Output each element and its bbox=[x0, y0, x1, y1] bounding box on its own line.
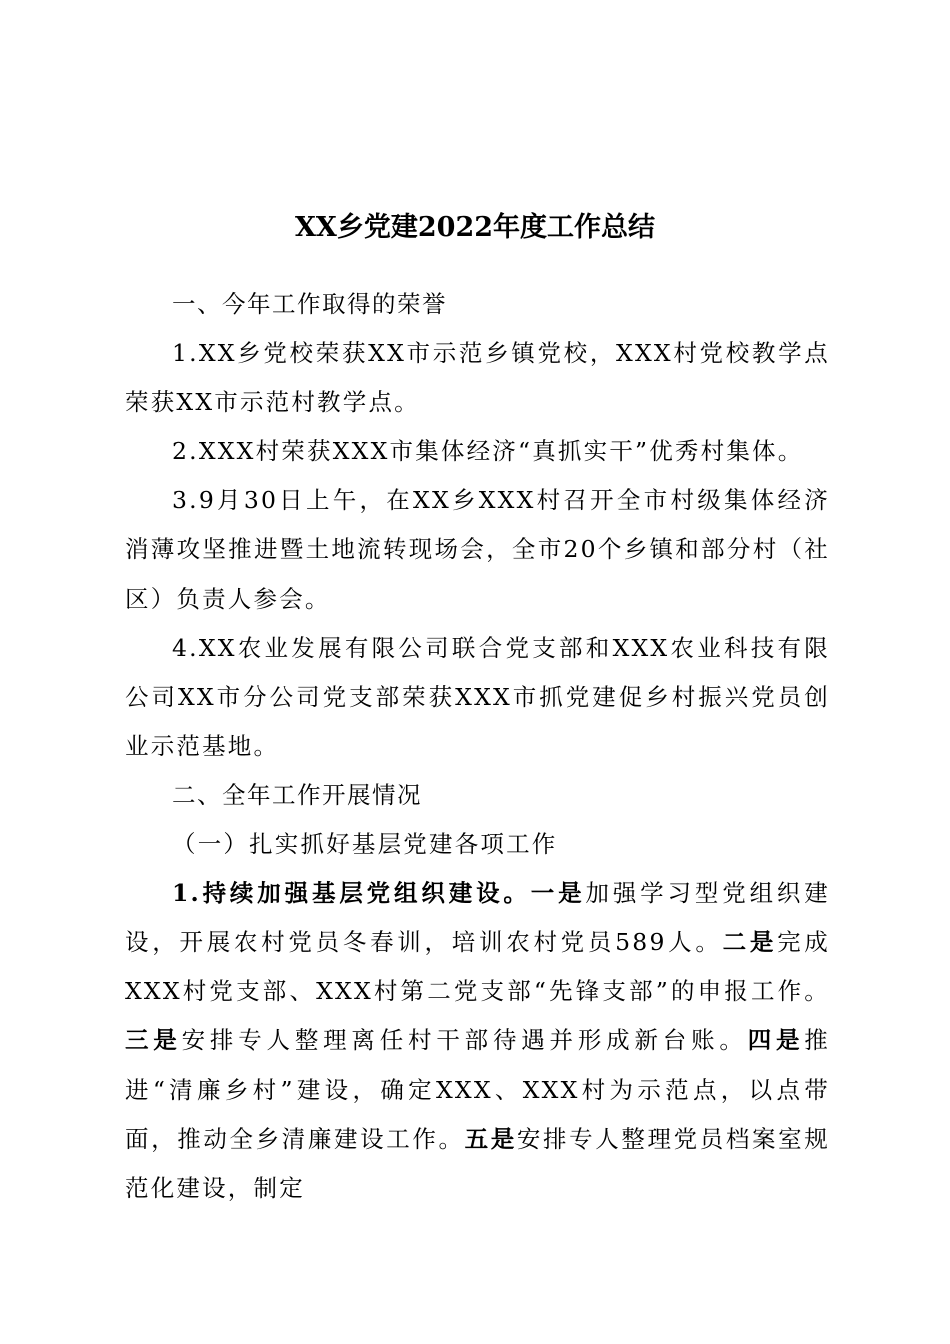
text-first: 加强学习型党组织建设，开展农村党员冬春训，培训农村党员589人。 bbox=[125, 879, 830, 957]
document-body bbox=[125, 280, 830, 1213]
text-second: 完成XXX村党支部、XXX村第二党支部“先锋支部”的申报工作。 bbox=[125, 928, 830, 1006]
paragraph-lead: 1.持续加强基层党组织建设。 bbox=[172, 879, 531, 908]
document-title: XX乡党建2022年度工作总结 bbox=[294, 212, 656, 243]
subsection-heading-party-building: （一）扎实抓好基层党建各项工作 bbox=[172, 830, 558, 859]
keyword-first: 一是 bbox=[530, 879, 586, 908]
honor-item-1: 1.XX乡党校荣获XX市示范乡镇党校，XXX村党校教学点荣获XX市示范村教学点。 bbox=[125, 339, 830, 417]
keyword-third: 三是 bbox=[125, 1026, 182, 1055]
text-fifth: 安排专人整理党员档案室规范化建设，制定 bbox=[125, 1124, 830, 1202]
section-heading-work: 二、全年工作开展情况 bbox=[172, 780, 422, 809]
honor-item-4: 4.XX农业发展有限公司联合党支部和XXX农业科技有限公司XX市分公司党支部荣获XXX市抓党建促乡村振兴党员创业示范基地。 bbox=[125, 633, 830, 760]
honor-item-3: 3.9月30日上午，在XX乡XXX村召开全市村级集体经济消薄攻坚推进暨土地流转现场会，全市20个乡镇和部分村（社区）负责人参会。 bbox=[125, 486, 830, 613]
keyword-fifth: 五是 bbox=[464, 1124, 517, 1153]
text-third: 安排专人整理离任村干部待遇并形成新台账。 bbox=[181, 1026, 748, 1055]
section-heading-honors: 一、今年工作取得的荣誉 bbox=[172, 290, 447, 318]
keyword-second: 二是 bbox=[722, 928, 778, 957]
keyword-fourth: 四是 bbox=[747, 1026, 805, 1055]
paragraph-organization-building bbox=[125, 869, 830, 1213]
honor-item-2: 2.XXX村荣获XXX市集体经济“真抓实干”优秀村集体。 bbox=[172, 437, 804, 466]
text-fourth: 推进“清廉乡村”建设，确定XXX、XXX村为示范点，以点带面，推动全乡清廉建设工作。 bbox=[125, 1026, 830, 1153]
